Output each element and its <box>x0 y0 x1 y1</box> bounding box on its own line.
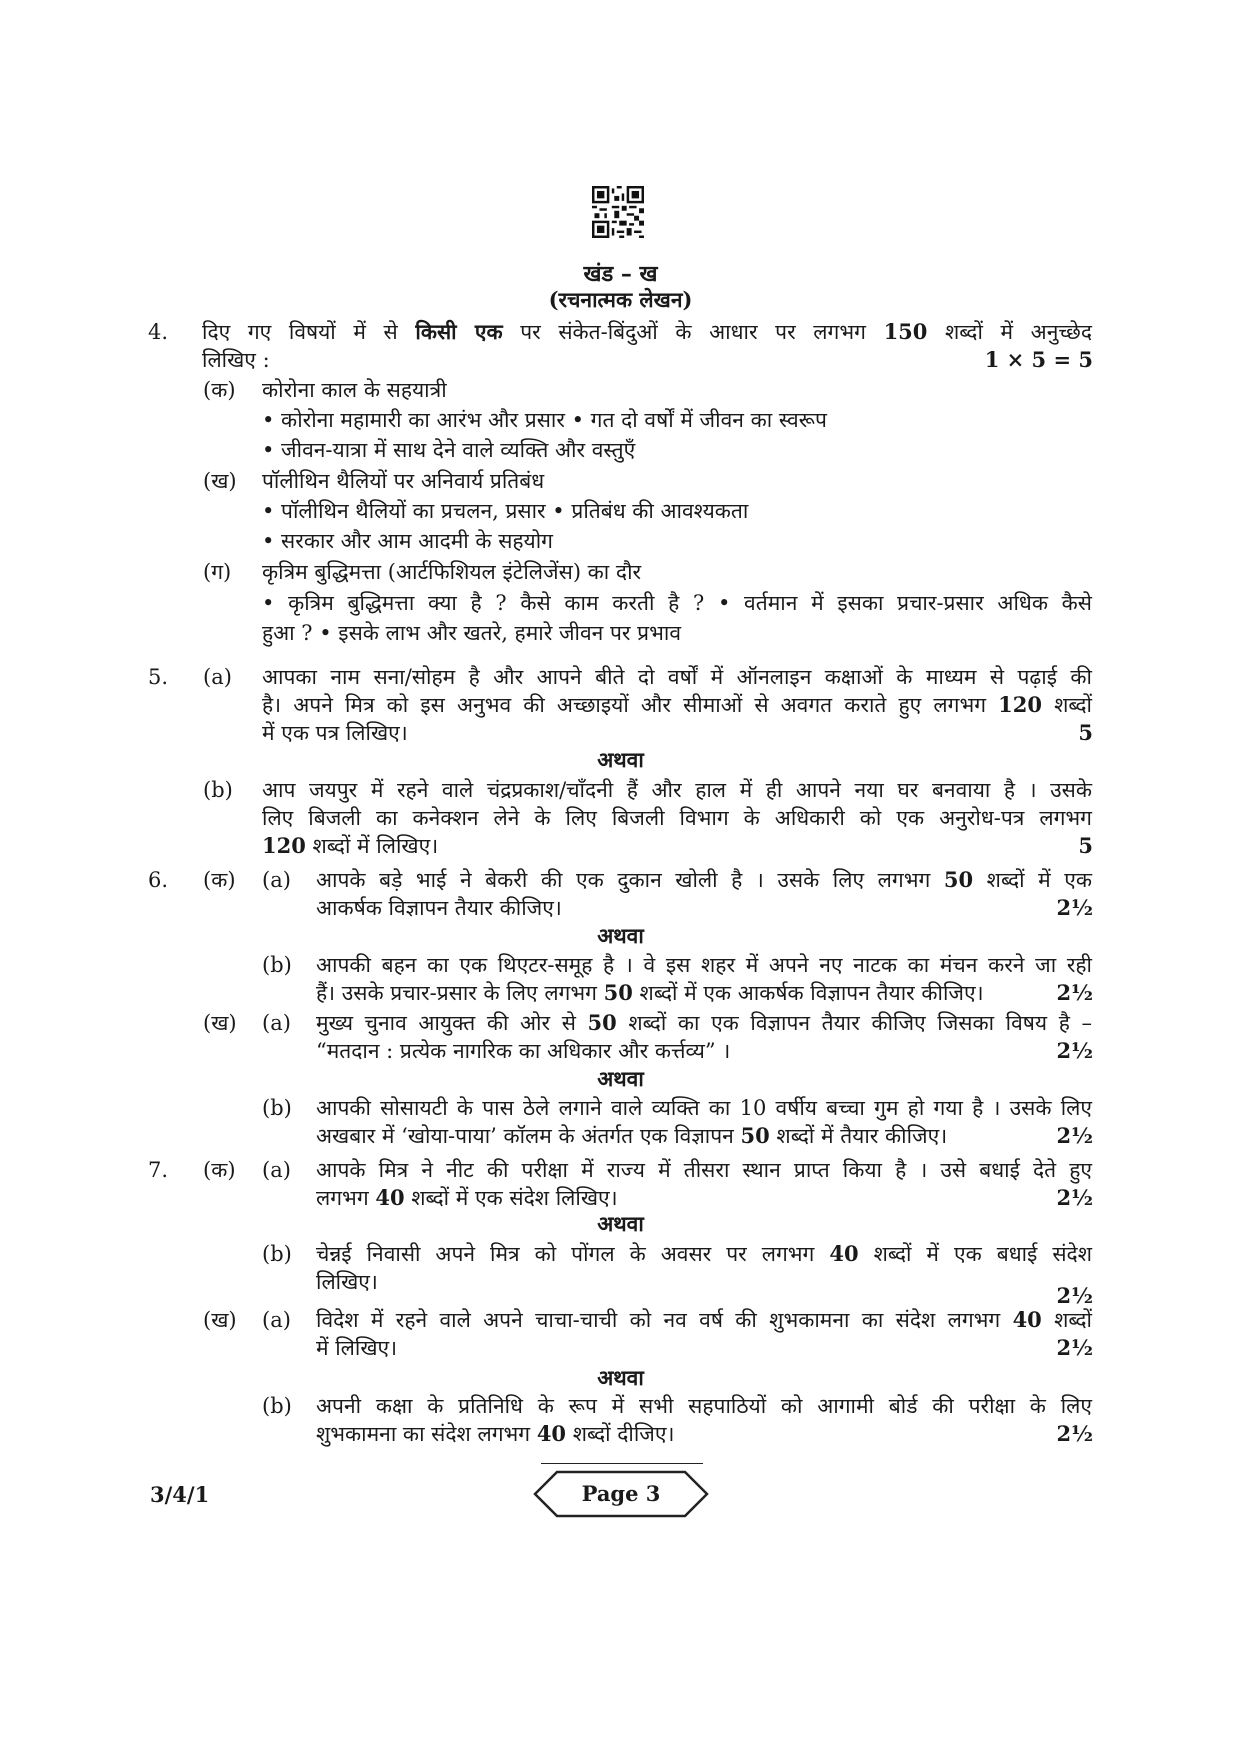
part-label: (ख) <box>203 1011 237 1035</box>
question-text: आपके मित्र ने नीट की परीक्षा में राज्य में तीसरा स्थान प्राप्त किया है । उसे बधाई देते हुए <box>316 1158 1092 1182</box>
paper-code: 3/4/1 <box>150 1482 210 1507</box>
sub-label: (b) <box>203 778 233 802</box>
question-text: आपके बड़े भाई ने बेकरी की एक दुकान खोली है । उसके लिए लगभग 50 शब्दों में एक <box>316 867 1092 892</box>
question-text: दिए गए विषयों में से किसी एक पर संकेत-बिंदुओं के आधार पर लगभग 150 शब्दों में अनुच्छेद <box>202 319 1092 344</box>
bullet-points: • जीवन-यात्रा में साथ देने वाले व्यक्ति और वस्तुएँ <box>262 438 636 462</box>
part-label: (क) <box>203 868 236 892</box>
question-text: शुभकामना का संदेश लगभग 40 शब्दों दीजिए। <box>316 1421 675 1446</box>
sub-label: (a) <box>203 665 232 689</box>
bullet-points: • कृत्रिम बुद्धिमत्ता क्या है ? कैसे काम करती है ? • वर्तमान में इसका प्रचार-प्रसार अधिक कैसे <box>262 591 1092 615</box>
sub-label: (b) <box>262 1096 292 1120</box>
question-text: मुख्य चुनाव आयुक्त की ओर से 50 शब्दों का एक विज्ञापन तैयार कीजिए जिसका विषय है – <box>316 1010 1092 1035</box>
question-text: आपका नाम सना/सोहम है और आपने बीते दो वर्षों में ऑनलाइन कक्षाओं के माध्यम से पढ़ाई की <box>262 665 1092 689</box>
marks: 1 × 5 = 5 <box>984 347 1093 372</box>
question-text: अपनी कक्षा के प्रतिनिधि के रूप में सभी सहपाठियों को आगामी बोर्ड की परीक्षा के लिए <box>316 1394 1092 1418</box>
footer-rule <box>541 1463 703 1464</box>
marks: 2½ <box>1056 1335 1093 1360</box>
question-text: हैं। उसके प्रचार-प्रसार के लिए लगभग 50 शब्दों में एक आकर्षक विज्ञापन तैयार कीजिए। <box>316 980 984 1005</box>
marks: 2½ <box>1056 895 1093 920</box>
question-text: विदेश में रहने वाले अपने चाचा-चाची को नव वर्ष की शुभकामना का संदेश लगभग 40 शब्दों <box>316 1307 1092 1332</box>
question-text: “मतदान : प्रत्येक नागरिक का अधिकार और कर्त्तव्य” । <box>316 1039 731 1063</box>
question-text: है। अपने मित्र को इस अनुभव की अच्छाइयों और सीमाओं से अवगत कराते हुए लगभग 120 शब्दों <box>262 692 1092 717</box>
part-label: (क) <box>203 1158 236 1182</box>
qr-code <box>592 186 644 238</box>
option-title: कृत्रिम बुद्धिमत्ता (आर्टफिशियल इंटेलिजेंस) का दौर <box>262 560 642 584</box>
section-title: खंड – ख <box>583 261 658 287</box>
marks: 2½ <box>1056 1185 1093 1210</box>
option-label: (ग) <box>203 560 232 584</box>
marks: 2½ <box>1056 1283 1093 1308</box>
question-text: आपकी सोसायटी के पास ठेले लगाने वाले व्यक्ति का 10 वर्षीय बच्चा गुम हो गया है । उसके लिए <box>316 1096 1092 1120</box>
question-text: लगभग 40 शब्दों में एक संदेश लिखिए। <box>316 1185 618 1210</box>
marks: 2½ <box>1056 1421 1093 1446</box>
question-text: में एक पत्र लिखिए। <box>262 721 408 745</box>
sub-label: (a) <box>262 1308 291 1332</box>
or-divider: अथवा <box>597 923 644 948</box>
marks: 2½ <box>1056 980 1093 1005</box>
question-number: 5. <box>148 665 169 689</box>
marks: 5 <box>1078 833 1093 858</box>
sub-label: (a) <box>262 1011 291 1035</box>
marks: 2½ <box>1056 1038 1093 1063</box>
section-subtitle: (रचनात्मक लेखन) <box>548 287 693 312</box>
option-label: (क) <box>203 378 236 402</box>
question-text: लिखिए। <box>316 1270 378 1294</box>
option-label: (ख) <box>203 469 237 493</box>
marks: 2½ <box>1056 1123 1093 1148</box>
question-number: 4. <box>148 320 169 344</box>
question-text: चेन्नई निवासी अपने मित्र को पोंगल के अवसर पर लगभग 40 शब्दों में एक बधाई संदेश <box>316 1241 1092 1266</box>
bullet-points: • पॉलीथिन थैलियों का प्रचलन, प्रसार • प्रतिबंध की आवश्यकता <box>262 499 749 523</box>
sub-label: (a) <box>262 868 291 892</box>
question-number: 6. <box>148 868 169 892</box>
or-divider: अथवा <box>597 1066 644 1091</box>
question-text: 120 शब्दों में लिखिए। <box>262 833 439 858</box>
question-text: में लिखिए। <box>316 1336 398 1360</box>
part-label: (ख) <box>203 1308 237 1332</box>
or-divider: अथवा <box>597 1211 644 1236</box>
sub-label: (b) <box>262 953 292 977</box>
question-text: आकर्षक विज्ञापन तैयार कीजिए। <box>316 896 562 920</box>
or-divider: अथवा <box>597 1365 644 1390</box>
bullet-points: • सरकार और आम आदमी के सहयोग <box>262 529 553 553</box>
bullet-points: • कोरोना महामारी का आरंभ और प्रसार • गत दो वर्षों में जीवन का स्वरूप <box>262 408 827 432</box>
page-number: Page 3 <box>581 1481 661 1506</box>
option-title: पॉलीथिन थैलियों पर अनिवार्य प्रतिबंध <box>262 469 545 493</box>
bullet-points: हुआ ? • इसके लाभ और खतरे, हमारे जीवन पर प्रभाव <box>262 621 682 645</box>
question-text: अखबार में ‘खोया-पाया’ कॉलम के अंतर्गत एक विज्ञापन 50 शब्दों में तैयार कीजिए। <box>316 1123 948 1148</box>
sub-label: (a) <box>262 1158 291 1182</box>
question-text: लिए बिजली का कनेक्शन लेने के लिए बिजली विभाग के अधिकारी को एक अनुरोध-पत्र लगभग <box>262 806 1092 830</box>
question-text: आप जयपुर में रहने वाले चंद्रप्रकाश/चाँदनी हैं और हाल में ही आपने नया घर बनवाया है । उसके <box>262 778 1092 802</box>
or-divider: अथवा <box>597 747 644 772</box>
sub-label: (b) <box>262 1242 292 1266</box>
option-title: कोरोना काल के सहयात्री <box>262 378 447 402</box>
question-text-continued: लिखिए : <box>202 348 270 372</box>
question-number: 7. <box>148 1158 169 1182</box>
sub-label: (b) <box>262 1394 292 1418</box>
marks: 5 <box>1078 720 1093 745</box>
question-text: आपकी बहन का एक थिएटर-समूह है । वे इस शहर में अपने नए नाटक का मंचन करने जा रही <box>316 953 1092 977</box>
